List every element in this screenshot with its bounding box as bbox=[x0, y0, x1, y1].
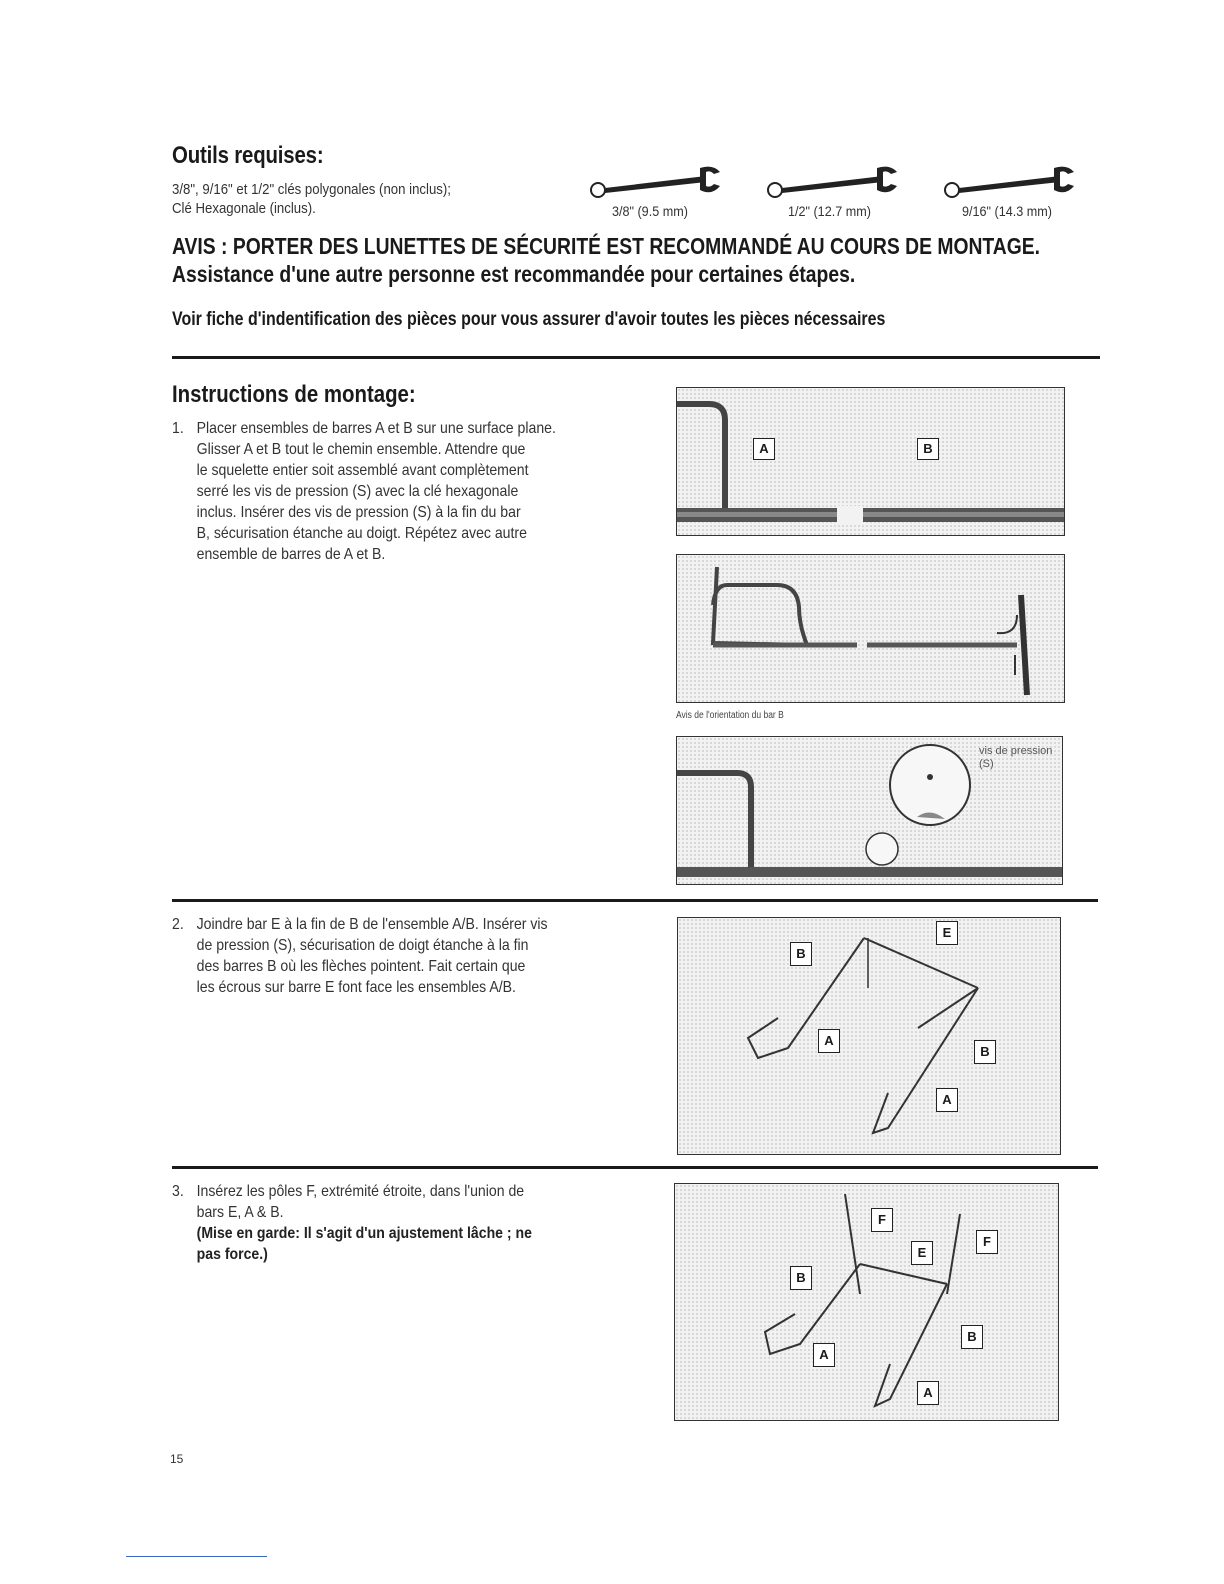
step-line: le squelette entier soit assemblé avant complètement bbox=[196, 462, 529, 479]
label-box: F bbox=[871, 1208, 893, 1232]
label-box: B bbox=[790, 942, 812, 966]
footer-line bbox=[126, 1556, 267, 1557]
page-number: 15 bbox=[170, 1452, 184, 1466]
figure-step-2 bbox=[677, 917, 1061, 1155]
label-box: A bbox=[818, 1029, 840, 1053]
wrench-label-1-2: 1/2" (12.7 mm) bbox=[788, 203, 871, 219]
step-line: inclus. Insérer des vis de pression (S) à la fin du bar bbox=[196, 504, 521, 521]
label-box: A bbox=[813, 1343, 835, 1367]
wrench-label-9-16: 9/16" (14.3 mm) bbox=[962, 203, 1052, 219]
label-box: E bbox=[936, 921, 958, 945]
tools-description bbox=[172, 180, 451, 218]
step-line: B, sécurisation étanche au doigt. Répétez avec autre bbox=[196, 525, 527, 542]
caution-line: pas force.) bbox=[196, 1246, 268, 1263]
step-line: de pression (S), sécurisation de doigt étanche à la fin bbox=[196, 937, 529, 954]
divider bbox=[172, 899, 1098, 902]
assistance-notice: Assistance d'une autre personne est recommandée pour certaines étapes. bbox=[172, 261, 856, 287]
step-number: 2. bbox=[172, 916, 184, 933]
label-box: A bbox=[753, 438, 775, 460]
step-line: Joindre bar E à la fin de B de l'ensemble A/B. Insérer vis bbox=[196, 916, 548, 933]
wrench-icon bbox=[588, 160, 728, 200]
label-box: B bbox=[974, 1040, 996, 1064]
divider bbox=[172, 356, 1100, 359]
step-text bbox=[197, 418, 655, 565]
step-text bbox=[197, 914, 655, 998]
figure-step-1c bbox=[676, 736, 1063, 885]
figure-caption: Avis de l'orientation du bar B bbox=[676, 710, 784, 721]
wrench-icon bbox=[765, 160, 905, 200]
step-text bbox=[197, 1181, 655, 1265]
tools-line-2: Clé Hexagonale (inclus). bbox=[172, 200, 316, 217]
label-box: F bbox=[976, 1230, 998, 1254]
step-number: 1. bbox=[172, 420, 184, 437]
wrench-icon bbox=[942, 160, 1082, 200]
label-box: A bbox=[917, 1381, 939, 1405]
parts-note: Voir fiche d'indentification des pièces pour vous assurer d'avoir toutes les pièces nécessaires bbox=[172, 309, 886, 330]
step-line: bars E, A & B. bbox=[196, 1204, 284, 1221]
set-screw-label: vis de pression (S) bbox=[979, 745, 1053, 770]
step-line: des barres B où les flèches pointent. Fait certain que bbox=[196, 958, 526, 975]
label-box: B bbox=[917, 438, 939, 460]
tools-line-1: 3/8", 9/16" et 1/2" clés polygonales (non inclus); bbox=[172, 181, 451, 198]
figure-step-1b bbox=[676, 554, 1065, 703]
step-line: Insérez les pôles F, extrémité étroite, dans l'union de bbox=[196, 1183, 525, 1200]
step-number: 3. bbox=[172, 1183, 184, 1200]
step-line: ensemble de barres de A et B. bbox=[196, 546, 386, 563]
label-box: A bbox=[936, 1088, 958, 1112]
figure-step-3 bbox=[674, 1183, 1059, 1421]
label-box: E bbox=[911, 1241, 933, 1265]
safety-notice: AVIS : PORTER DES LUNETTES DE SÉCURITÉ EST RECOMMANDÉ AU COURS DE MONTAGE. bbox=[172, 233, 1041, 259]
step-line: Glisser A et B tout le chemin ensemble. Attendre que bbox=[196, 441, 526, 458]
wrench-label-3-8: 3/8" (9.5 mm) bbox=[612, 203, 688, 219]
step-line: les écrous sur barre E font face les ensembles A/B. bbox=[196, 979, 516, 996]
step-line: Placer ensembles de barres A et B sur une surface plane. bbox=[196, 420, 556, 437]
instructions-heading: Instructions de montage: bbox=[172, 381, 416, 408]
caution-line: (Mise en garde: Il s'agit d'un ajustement lâche ; ne bbox=[196, 1225, 532, 1242]
divider bbox=[172, 1166, 1098, 1169]
tools-heading: Outils requises: bbox=[172, 142, 324, 169]
label-box: B bbox=[961, 1325, 983, 1349]
label-box: B bbox=[790, 1266, 812, 1290]
figure-step-1a bbox=[676, 387, 1065, 536]
step-line: serré les vis de pression (S) avec la clé hexagonale bbox=[196, 483, 519, 500]
